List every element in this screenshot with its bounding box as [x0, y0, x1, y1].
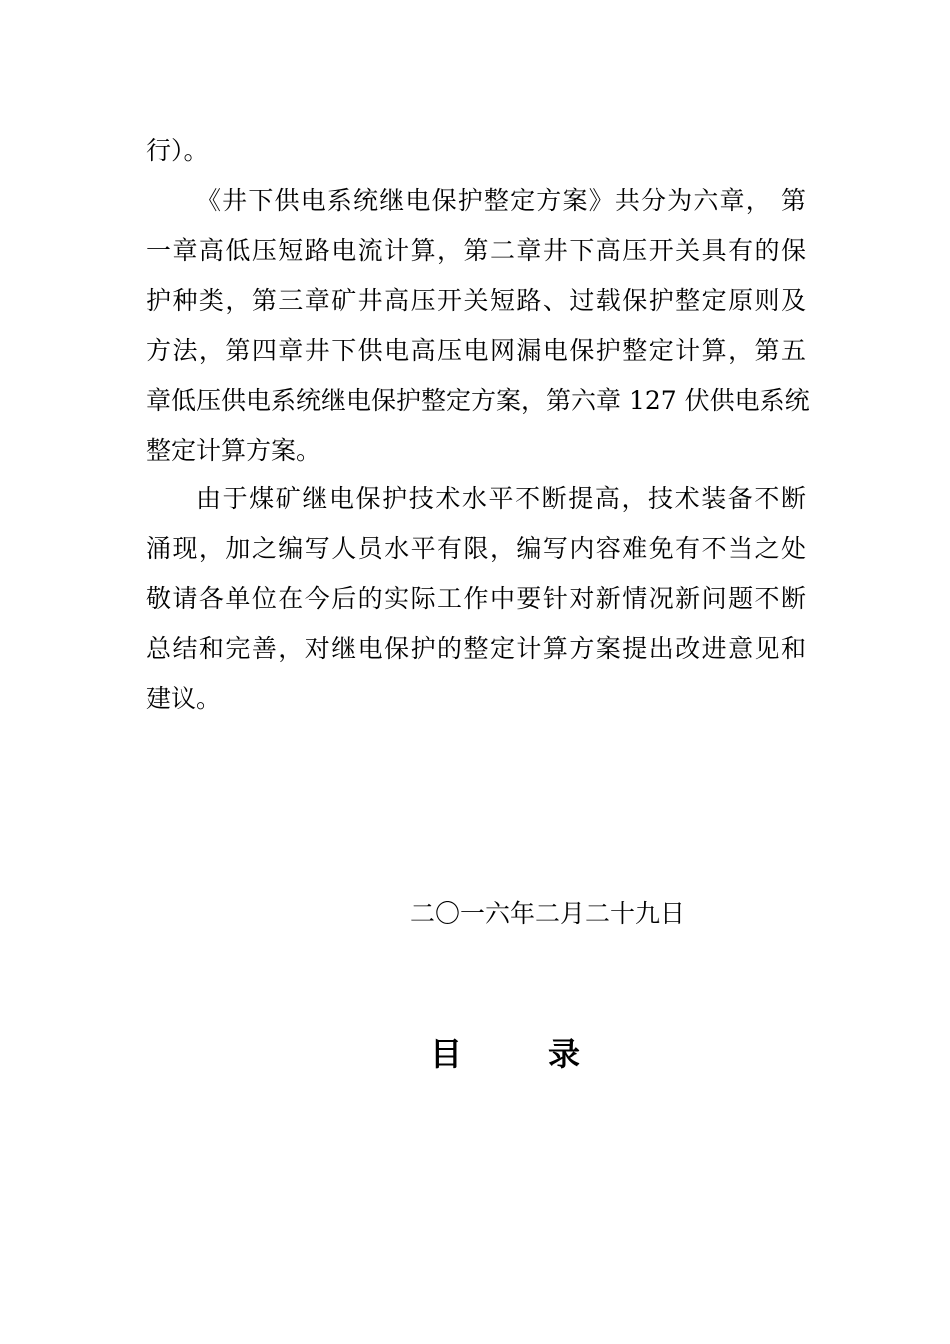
toc-heading: 目 录 — [430, 1035, 580, 1073]
document-date: 二〇一六年二月二十九日 — [410, 899, 686, 928]
closing-paragraph-line: 建议。 — [146, 684, 222, 713]
intro-paragraph-line: 一章高低压短路电流计算，第二章井下高压开关具有的保 — [146, 236, 806, 265]
closing-paragraph-line: 总结和完善，对继电保护的整定计算方案提出改进意见和 — [146, 634, 806, 663]
closing-paragraph-line: 涌现，加之编写人员水平有限，编写内容难免有不当之处 — [146, 534, 806, 563]
paragraph-continuation-line: 行）。 — [146, 136, 209, 165]
intro-paragraph-line: 方法，第四章井下供电高压电网漏电保护整定计算，第五 — [146, 336, 806, 365]
intro-paragraph-line: 《井下供电系统继电保护整定方案》共分为六章， 第 — [196, 186, 806, 215]
closing-paragraph-line: 敬请各单位在今后的实际工作中要针对新情况新问题不断 — [146, 584, 806, 613]
closing-paragraph-line: 由于煤矿继电保护技术水平不断提高，技术装备不断 — [196, 484, 806, 513]
intro-paragraph-line: 护种类，第三章矿井高压开关短路、过载保护整定原则及 — [146, 286, 806, 315]
intro-paragraph-line: 整定计算方案。 — [146, 436, 322, 465]
intro-paragraph-line: 章低压供电系统继电保护整定方案，第六章 127 伏供电系统 — [146, 386, 810, 415]
